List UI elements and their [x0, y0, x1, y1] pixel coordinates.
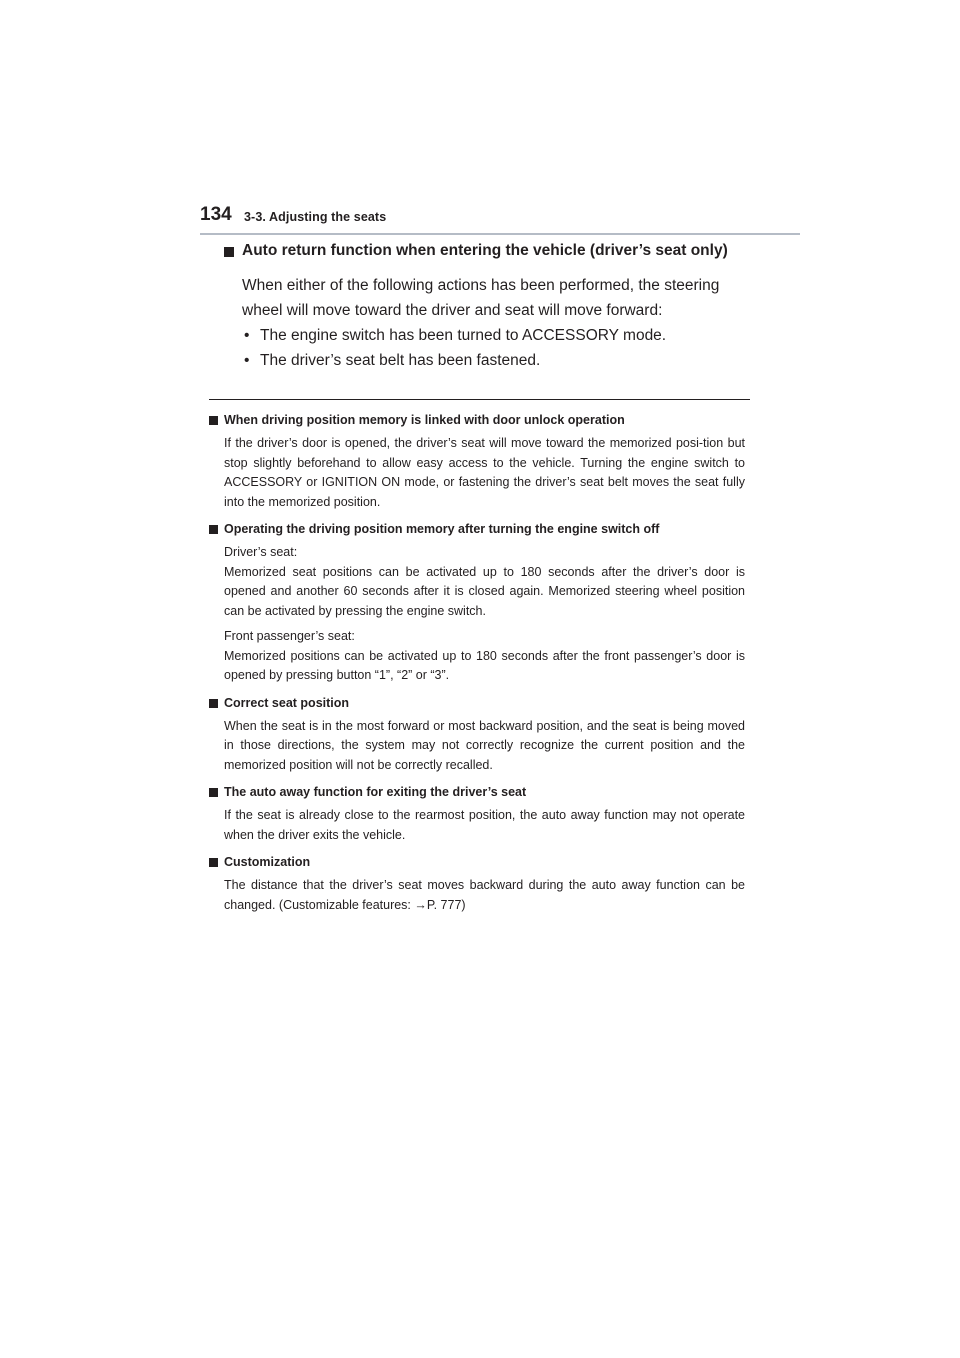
notes-section: [209, 411, 749, 923]
bullet-dot-icon: •: [244, 327, 250, 344]
page-header: [200, 204, 800, 234]
square-bullet-icon: [209, 788, 218, 797]
note-paragraph: Memorized seat positions can be activated up to 180 seconds after the driver’s door is opened and another 60 seconds after it is closed again. Memorized steering wheel position can be activated by pressing the engine switch.: [224, 564, 745, 618]
square-bullet-icon: [209, 416, 218, 425]
list-item-text: The engine switch has been turned to ACCESSORY mode.: [260, 327, 667, 344]
square-bullet-icon: [209, 525, 218, 534]
bullet-dot-icon: •: [244, 352, 250, 369]
note-paragraph: The distance that the driver’s seat moves backward during the auto away function can be changed. (Customizable features: →P. 777): [224, 878, 745, 912]
section-title: 3-3. Adjusting the seats: [244, 210, 387, 224]
action-list: [242, 323, 754, 373]
square-bullet-icon: [209, 699, 218, 708]
square-bullet-icon: [224, 247, 234, 257]
note-heading: [209, 694, 749, 712]
note-heading: [209, 783, 749, 801]
note-paragraph: When the seat is in the most forward or most backward position, and the seat is being moved in those directions, the system may not correctly recognize the current position and the memorized position will not be correctly recalled.: [224, 718, 745, 772]
note-paragraph: Driver’s seat:: [224, 545, 298, 559]
note-door-unlock: [209, 411, 749, 512]
section-heading-text: Auto return function when entering the vehicle (driver’s seat only): [242, 242, 728, 259]
note-customization: [209, 853, 749, 915]
list-item: [242, 323, 754, 348]
section-body: When either of the following actions has been performed, the steering wheel will move toward the driver and seat will move forward:: [242, 277, 720, 319]
note-heading-text: Correct seat position: [224, 695, 350, 710]
note-paragraph: Front passenger’s seat:: [224, 629, 355, 643]
page-number: 134: [200, 204, 232, 225]
section-heading: [224, 240, 754, 262]
note-paragraph: If the driver’s door is opened, the driver’s seat will move toward the memorized posi-tion but stop slightly beforehand to allow easy access to the vehicle. Turning the engine switch to ACCESSORY or IGNITION ON mode, or fastening the driver’s seat belt moves the seat fully into the memorized position.: [224, 436, 745, 509]
note-heading-text: Operating the driving position memory after turning the engine switch off: [224, 522, 660, 536]
note-heading: [209, 520, 749, 538]
note-heading-text: When driving position memory is linked with door unlock operation: [224, 413, 625, 427]
note-paragraph: Memorized positions can be activated up to 180 seconds after the front passenger’s door is opened by pressing button “1”, “2” or “3”.: [224, 648, 745, 682]
header-rule: [200, 233, 800, 235]
note-paragraph: If the seat is already close to the rearmost position, the auto away function may not operate when the driver exits the vehicle.: [224, 808, 745, 842]
note-heading: [209, 853, 749, 871]
note-engine-off: [209, 520, 749, 686]
square-bullet-icon: [209, 858, 218, 867]
list-item: [242, 348, 754, 373]
list-item-text: The driver’s seat belt has been fastened.: [260, 352, 541, 369]
note-heading-text: The auto away function for exiting the driver’s seat: [224, 785, 527, 799]
note-heading-text: Customization: [224, 855, 311, 869]
auto-return-section: [224, 240, 754, 373]
note-correct-seat: [209, 694, 749, 776]
note-heading: [209, 411, 749, 429]
section-divider: [209, 399, 750, 400]
note-auto-away: [209, 783, 749, 845]
